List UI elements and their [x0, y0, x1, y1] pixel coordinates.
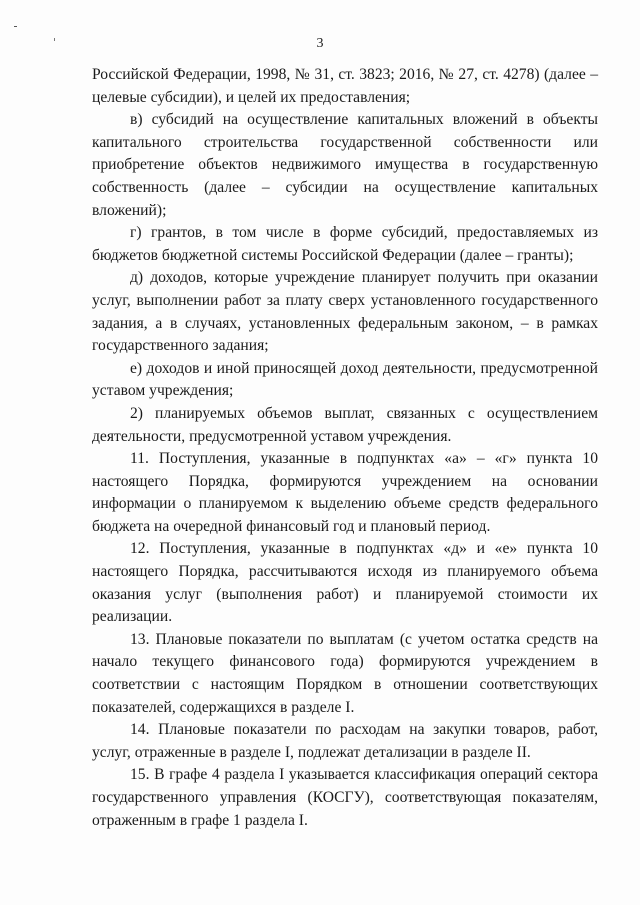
paragraph-subitem-g: г) грантов, в том числе в форме субсидий, предоставляемых из бюджетов бюджетной системы Российской Федерации (далее – гранты);	[92, 224, 598, 264]
paragraph-item-2: 2) планируемых объемов выплат, связанных с осуществлением деятельности, предусмотренной уставом учреждения.	[92, 404, 598, 445]
paragraph-subitem-d: д) доходов, которые учреждение планирует получить при оказании услуг, выполнении работ за плату сверх установленного государственного задания, а в случаях, установленных федеральным законом, – в рамках государственного задания;	[92, 269, 598, 355]
paragraph-11: 11. Поступления, указанные в подпунктах «а» – «г» пункта 10 настоящего Порядка, формируются учреждением на основании информации о планируемом к выделению объеме средств федерального бюджета на очередной финансовый год и плановый период.	[92, 450, 598, 535]
paragraph-subitem-v: в) субсидий на осуществление капитальных вложений в объекты капитального строительства государственной собственности или приобретение объектов недвижимого имущества в государственную собственность (далее – субсидии на осуществление капитальных вложений);	[92, 111, 598, 219]
scan-artifact	[14, 26, 17, 27]
document-body	[92, 64, 598, 832]
paragraph-subitem-e: е) доходов и иной приносящей доход деятельности, предусмотренной уставом учреждения;	[92, 359, 598, 400]
page-number: 3	[316, 36, 324, 51]
paragraph-12: 12. Поступления, указанные в подпунктах «д» и «е» пункта 10 настоящего Порядка, рассчитываются исходя из планируемого объема оказания услуг (выполнения работ) и планируемой стоимости их реализации.	[92, 540, 598, 626]
paragraph-continuation: Российской Федерации, 1998, № 31, ст. 3823; 2016, № 27, ст. 4278) (далее – целевые субсидии), и целей их предоставления;	[92, 66, 598, 106]
paragraph-14: 14. Плановые показатели по расходам на закупки товаров, работ, услуг, отраженные в разделе I, подлежат детализации в разделе II.	[92, 721, 598, 761]
paragraph-15: 15. В графе 4 раздела I указывается классификация операций сектора государственного управления (КОСГУ), соответствующая показателям, отраженным в графе 1 раздела I.	[92, 766, 598, 829]
paragraph-13: 13. Плановые показатели по выплатам (с учетом остатка средств на начало текущего финансового года) формируются учреждением в соответствии с настоящим Порядком в отношении соответствующих показателей, содержащихся в разделе I.	[92, 630, 598, 716]
